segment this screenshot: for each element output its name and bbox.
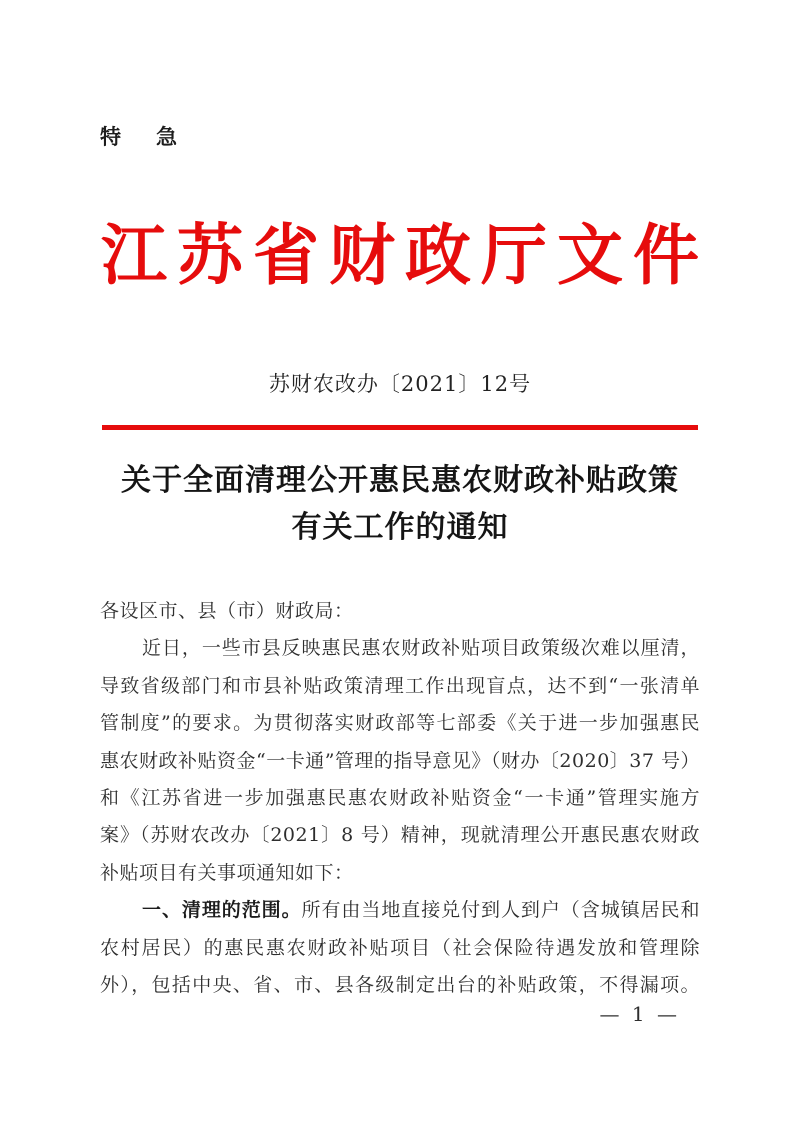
body-line: 和《江苏省进一步加强惠民惠农财政补贴资金“一卡通”管理实施方 xyxy=(100,786,700,809)
urgency-label: 特 急 xyxy=(100,125,184,149)
document-title-line1: 关于全面清理公开惠民惠农财政补贴政策 xyxy=(121,463,679,498)
body-line: 农村居民）的惠民惠农财政补贴项目（社会保险待遇发放和管理除 xyxy=(100,936,700,959)
body-line: 外），包括中央、省、市、县各级制定出台的补贴政策，不得漏项。 xyxy=(100,973,700,996)
document-body xyxy=(100,593,700,1004)
document-title-line2: 有关工作的通知 xyxy=(291,510,509,545)
body-line: 导致省级部门和市县补贴政策清理工作出现盲点，达不到“一张清单 xyxy=(100,674,700,697)
document-title xyxy=(0,457,800,551)
body-line: 一、清理的范围。所有由当地直接兑付到人到户（含城镇居民和 xyxy=(142,899,700,922)
body-line: 补贴项目有关事项通知如下： xyxy=(100,861,354,884)
section-heading: 一、清理的范围。 xyxy=(142,899,302,922)
body-line: 各设区市、县（市）财政局： xyxy=(100,600,354,622)
body-line: 管制度”的要求。为贯彻落实财政部等七部委《关于进一步加强惠民 xyxy=(100,712,700,735)
agency-letterhead-title: 江苏省财政厅文件 xyxy=(101,216,709,294)
body-line: 近日，一些市县反映惠民惠农财政补贴项目政策级次难以厘清， xyxy=(142,637,700,660)
body-line: 惠农财政补贴资金“一卡通”管理的指导意见》（财办〔2020〕37 号） xyxy=(100,749,700,772)
page-number: — 1 — xyxy=(599,1002,680,1026)
red-divider-line xyxy=(102,425,698,430)
body-line: 案》（苏财农改办〔2021〕8 号）精神，现就清理公开惠民惠农财政 xyxy=(100,824,700,847)
document-number: 苏财农改办〔2021〕12号 xyxy=(268,372,532,396)
